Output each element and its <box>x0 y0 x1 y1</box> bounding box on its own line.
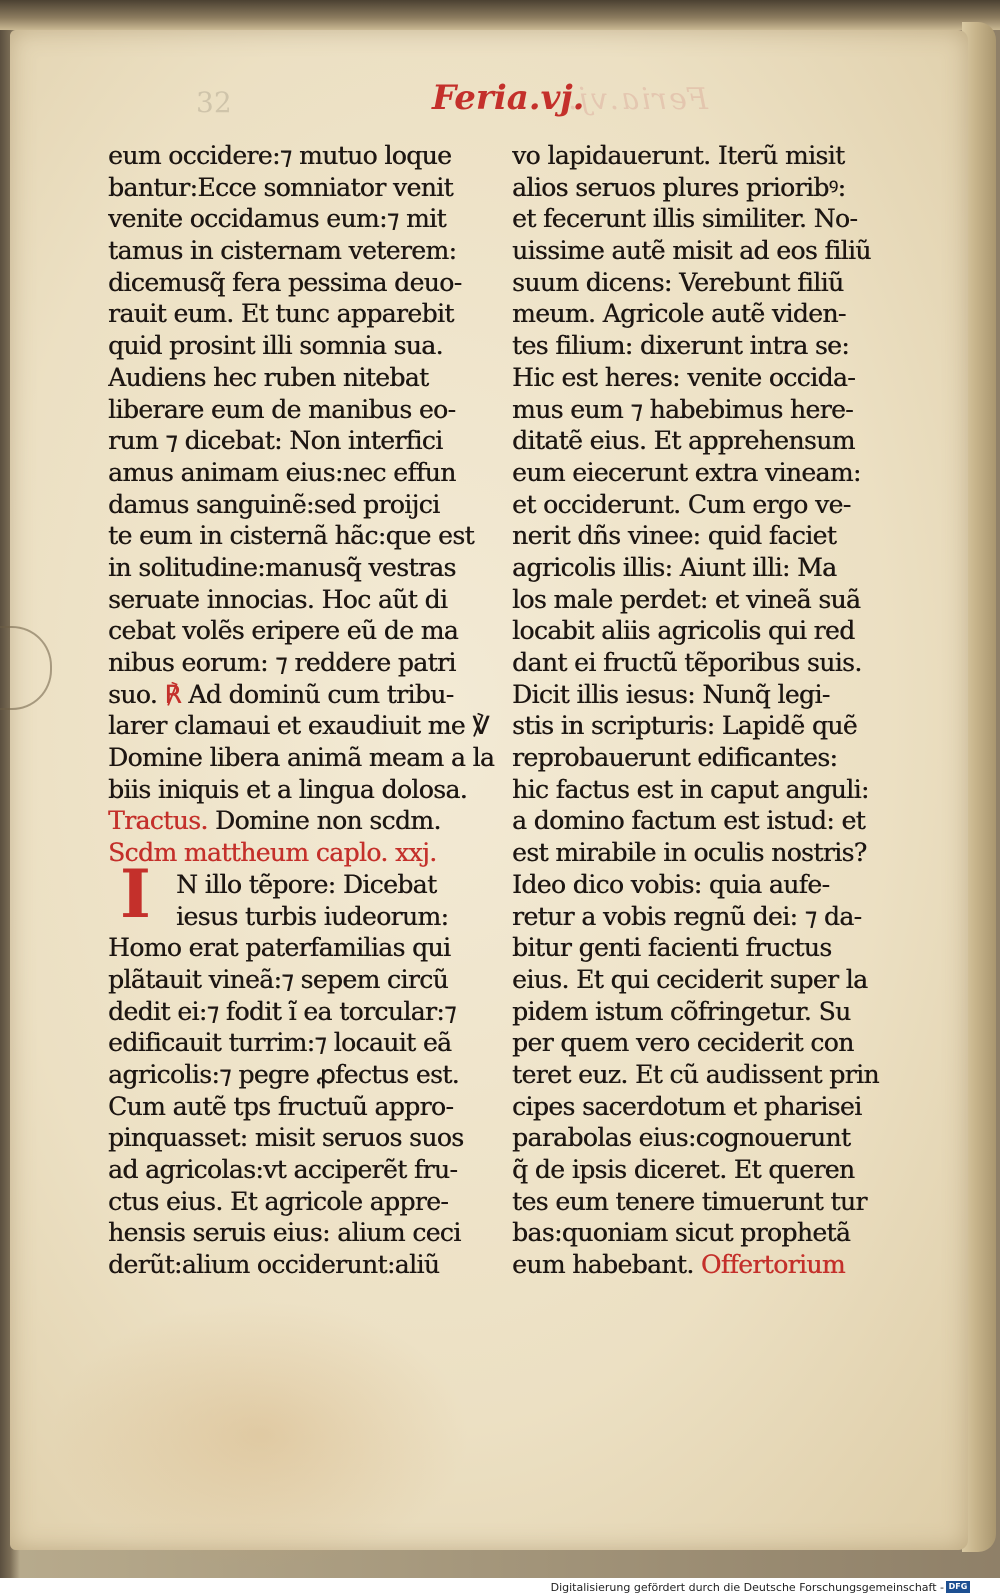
text-line: parabolas eius:cognouerunt <box>512 1123 851 1153</box>
funding-credit: Digitalisierung gefördert durch die Deutsche Forschungsgemeinschaft - <box>550 1581 944 1594</box>
offertorium-rubric: Offertorium <box>700 1250 845 1280</box>
text-line: derũt:alium occiderunt:aliũ <box>108 1250 440 1280</box>
text-line: Hic est heres: venite occida- <box>512 362 856 392</box>
text-line: Dicit illis iesus: Nunq̃ legi- <box>512 679 830 709</box>
text-line: quid prosint illi somnia sua. <box>108 331 443 361</box>
text-line: teret euz. Et cũ audissent prin <box>512 1059 879 1089</box>
text-line: larer clamaui et exaudiuit me ℣ <box>108 711 489 741</box>
text-line: a domino factum est istud: et <box>512 806 866 836</box>
text-line: Domine libera animã meam a la <box>108 743 495 773</box>
text-line: nibus eorum: ⁊ reddere patri <box>108 648 456 677</box>
text-line: edificauit turrim:⁊ locauit eã <box>108 1028 452 1058</box>
right-text-column <box>512 140 917 1281</box>
text-line: venite occidamus eum:⁊ mit <box>108 204 446 234</box>
text-line: in solitudine:manusq̃ vestras <box>108 552 456 582</box>
text-line: bantur:Ecce somniator venit <box>108 172 453 202</box>
text-line: reprobauerunt edificantes: <box>512 743 838 773</box>
text-line: Ideo dico vobis: quia aufe- <box>512 869 830 899</box>
text-line: tamus in cisternam veterem: <box>108 236 457 266</box>
text-line: suum dicens: Verebunt filiũ <box>512 267 844 297</box>
text-line: meum. Agricole autẽ viden- <box>512 299 846 329</box>
text-line: Audiens hec ruben nitebat <box>108 362 429 392</box>
text-line: mus eum ⁊ habebimus here- <box>512 394 853 424</box>
text-line: pinquasset: misit seruos suos <box>108 1123 464 1153</box>
text-line: bitur genti facienti fructus <box>512 933 832 963</box>
text-line: vo lapidauerunt. Iterũ misit <box>512 141 845 170</box>
text-line: tes eum tenere timuerunt tur <box>512 1186 867 1216</box>
text-line: seruate innocias. Hoc aũt di <box>108 584 448 614</box>
running-title: Feria.vj. <box>432 78 585 118</box>
text-line: agricolis:⁊ pegre ꝓfectus est. <box>108 1059 459 1089</box>
text-line: q̃ de ipsis diceret. Et queren <box>512 1155 855 1184</box>
text-line: Scdm mattheum caplo. xxj. <box>108 838 437 868</box>
text-line: Cum autẽ tps fructuũ appro- <box>108 1091 454 1121</box>
left-text-column <box>108 140 513 1281</box>
text-line: et fecerunt illis similiter. No- <box>512 204 858 234</box>
text-line: cebat volẽs eripere eũ de ma <box>108 616 459 646</box>
text-line: tes filium: dixerunt intra se: <box>512 331 850 361</box>
text-line: amus animam eius:nec effun <box>108 457 456 487</box>
text-line: ditatẽ eius. Et apprehensum <box>512 426 855 456</box>
text-line: eum habebant. Offertorium <box>512 1250 845 1280</box>
text-line: Homo erat paterfamilias qui <box>108 933 451 963</box>
page-stain <box>50 1300 470 1570</box>
text-line: hensis seruis eius: alium ceci <box>108 1218 461 1248</box>
book-top-edge <box>0 0 1000 30</box>
text-line: rauit eum. Et tunc apparebit <box>108 299 454 329</box>
text-line: eius. Et qui ceciderit super la <box>512 964 868 994</box>
text-line: pidem istum cõfringetur. Su <box>512 996 851 1026</box>
text-line: eum occidere:⁊ mutuo loque <box>108 141 452 170</box>
text-line: stis in scripturis: Lapidẽ quẽ <box>512 711 857 741</box>
decorated-initial: I <box>120 855 151 933</box>
dfg-logo: DFG <box>946 1581 970 1593</box>
text-line: est mirabile in oculis nostris? <box>512 838 867 868</box>
text-line: et occiderunt. Cum ergo ve- <box>512 489 851 519</box>
text-line: iesus turbis iudeorum: <box>176 901 449 931</box>
show-through-title: Feria.vj. <box>565 82 708 117</box>
text-line: dant ei fructũ tẽporibus suis. <box>512 648 862 677</box>
text-line: biis iniquis et a lingua dolosa. <box>108 774 468 804</box>
text-line: liberare eum de manibus eo- <box>108 394 456 424</box>
text-line: ctus eius. Et agricole appre- <box>108 1186 449 1216</box>
text-line: suo. ℟ Ad dominũ cum tribu- <box>108 679 454 709</box>
text-line: ad agricolas:vt acciperẽt fru- <box>108 1155 458 1184</box>
text-line: rum ⁊ dicebat: Non interfici <box>108 426 443 456</box>
text-line: N illo tẽpore: Dicebat <box>176 869 437 899</box>
text-line: nerit dñs vinee: quid faciet <box>512 521 837 551</box>
text-line: los male perdet: et vineã suã <box>512 584 861 614</box>
text-line: cipes sacerdotum et pharisei <box>512 1091 862 1121</box>
show-through-folio: 32 <box>196 86 232 119</box>
text-line: alios seruos plures prioribꝰ: <box>512 172 846 202</box>
text-line: retur a vobis regnũ dei: ⁊ da- <box>512 901 862 931</box>
text-line: dicemusq̃ fera pessima deuo- <box>108 267 462 297</box>
text-line: te eum in cisternã hãc:que est <box>108 521 474 551</box>
text-line: dedit ei:⁊ fodit ĩ ea torcular:⁊ <box>108 996 456 1026</box>
text-line: bas:quoniam sicut prophetã <box>512 1218 851 1248</box>
text-line: damus sanguinẽ:sed proijci <box>108 489 440 519</box>
tractus-rubric: Tractus. <box>108 806 208 836</box>
responsory-mark: ℟ <box>164 679 181 709</box>
text-line: hic factus est in caput anguli: <box>512 774 869 804</box>
text-line: uissime autẽ misit ad eos filiũ <box>512 236 871 266</box>
text-line: eum eiecerunt extra vineam: <box>512 457 861 487</box>
text-line: locabit aliis agricolis qui red <box>512 616 855 646</box>
text-line: per quem vero ceciderit con <box>512 1028 854 1058</box>
text-line: plãtauit vineã:⁊ sepem circũ <box>108 964 448 994</box>
text-line: agricolis illis: Aiunt illi: Ma <box>512 552 837 582</box>
clip-impression <box>0 626 52 710</box>
text-line: Tractus. Domine non scdm. <box>108 806 441 836</box>
